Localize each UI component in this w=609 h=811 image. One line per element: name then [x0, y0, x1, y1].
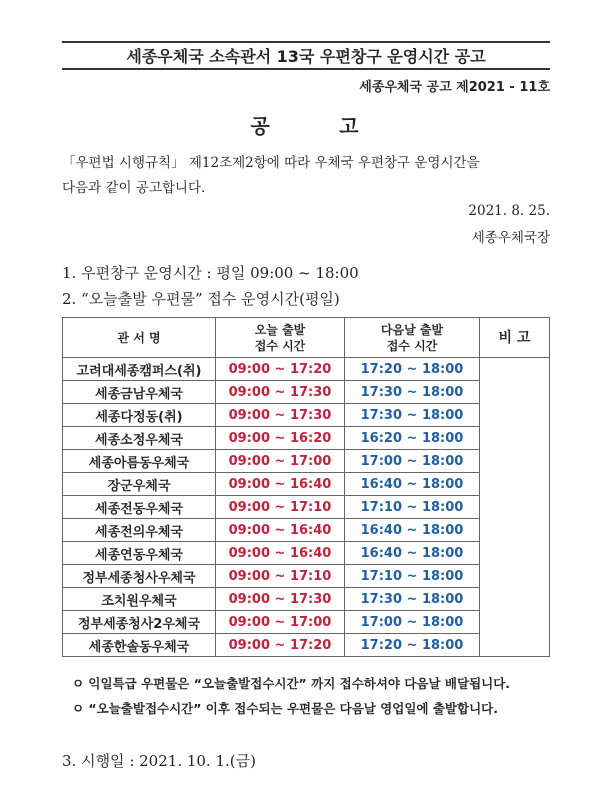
today-hours: 09:00 ~ 17:30: [216, 381, 345, 404]
table-row: [63, 358, 550, 381]
office-name: 고려대세종캠퍼스(취): [63, 358, 216, 381]
notice-heading: 공 고: [250, 114, 359, 138]
body-line-1: 「우편법 시행규칙」 제12조제2항에 따라 우체국 우편창구 운영시간을: [62, 155, 480, 171]
today-hours: 09:00 ~ 17:30: [216, 588, 345, 611]
table-row: [63, 611, 550, 634]
office-name: 조치원우체국: [63, 588, 216, 611]
office-name: 정부세종청사우체국: [63, 565, 216, 588]
office-name: 세종다정동(취): [63, 404, 216, 427]
table-row: [63, 427, 550, 450]
office-name: 세종아름동우체국: [63, 450, 216, 473]
item-2: 2. “오늘출발 우편물” 접수 운영시간(평일): [62, 290, 340, 308]
today-hours: 09:00 ~ 17:00: [216, 611, 345, 634]
office-name: 세종연동우체국: [63, 542, 216, 565]
next-hours: 16:20 ~ 18:00: [345, 427, 480, 450]
item-1: 1. 우편창구 운영시간 : 평일 09:00 ~ 18:00: [62, 264, 359, 282]
next-hours: 17:10 ~ 18:00: [345, 496, 480, 519]
next-hours: 16:40 ~ 18:00: [345, 542, 480, 565]
table-row: [63, 519, 550, 542]
header-next-line2: 접수 시간: [386, 338, 438, 353]
today-hours: 09:00 ~ 17:20: [216, 634, 345, 657]
today-hours: 09:00 ~ 16:20: [216, 427, 345, 450]
note-2: ㅇ “오늘출발접수시간” 이후 접수되는 우편물은 다음날 영업일에 출발합니다.: [72, 701, 498, 716]
office-name: 세종한솔동우체국: [63, 634, 216, 657]
header-next: [345, 318, 480, 358]
next-hours: 17:30 ~ 18:00: [345, 404, 480, 427]
next-hours: 17:30 ~ 18:00: [345, 381, 480, 404]
next-hours: 17:20 ~ 18:00: [345, 358, 480, 381]
issuer: 세종우체국장: [471, 230, 550, 246]
title-rule: [62, 68, 550, 70]
today-hours: 09:00 ~ 17:00: [216, 450, 345, 473]
item-3: 3. 시행일 : 2021. 10. 1.(금): [62, 752, 256, 770]
header-today-line2: 접수 시간: [254, 338, 306, 353]
table-row: [63, 450, 550, 473]
note-1: ㅇ 익일특급 우편물은 “오늘출발접수시간” 까지 접수하셔야 다음날 배달됩니다.: [72, 676, 511, 691]
next-hours: 17:00 ~ 18:00: [345, 450, 480, 473]
today-hours: 09:00 ~ 17:20: [216, 358, 345, 381]
next-hours: 17:30 ~ 18:00: [345, 588, 480, 611]
header-remark: 비 고: [480, 318, 550, 358]
table-header-row: [63, 318, 550, 358]
table-row: [63, 381, 550, 404]
office-name: 세종금남우체국: [63, 381, 216, 404]
remark-cell: [480, 358, 550, 657]
document-title: 세종우체국 소속관서 13국 우편창구 운영시간 공고: [126, 47, 486, 66]
table-row: [63, 634, 550, 657]
notice-number: 세종우체국 공고 제2021 - 11호: [359, 80, 550, 95]
header-today-line1: 오늘 출발: [254, 322, 306, 337]
today-hours: 09:00 ~ 17:10: [216, 496, 345, 519]
today-hours: 09:00 ~ 17:30: [216, 404, 345, 427]
today-hours: 09:00 ~ 17:10: [216, 565, 345, 588]
table-row: [63, 565, 550, 588]
today-hours: 09:00 ~ 16:40: [216, 519, 345, 542]
next-hours: 17:00 ~ 18:00: [345, 611, 480, 634]
top-rule: [62, 41, 550, 43]
office-name: 세종전의우체국: [63, 519, 216, 542]
hours-table: [62, 317, 550, 657]
next-hours: 16:40 ~ 18:00: [345, 473, 480, 496]
table-row: [63, 404, 550, 427]
office-name: 세종소정우체국: [63, 427, 216, 450]
table-row: [63, 542, 550, 565]
table-row: [63, 473, 550, 496]
today-hours: 09:00 ~ 16:40: [216, 473, 345, 496]
header-today: [216, 318, 345, 358]
body-line-2: 다음과 같이 공고합니다.: [62, 180, 206, 196]
notice-date: 2021. 8. 25.: [468, 203, 550, 219]
table-row: [63, 588, 550, 611]
next-hours: 16:40 ~ 18:00: [345, 519, 480, 542]
header-next-line1: 다음날 출발: [380, 322, 444, 337]
table-row: [63, 496, 550, 519]
office-name: 정부세종청사2우체국: [63, 611, 216, 634]
today-hours: 09:00 ~ 16:40: [216, 542, 345, 565]
header-name: 관 서 명: [63, 318, 216, 358]
next-hours: 17:20 ~ 18:00: [345, 634, 480, 657]
office-name: 장군우체국: [63, 473, 216, 496]
next-hours: 17:10 ~ 18:00: [345, 565, 480, 588]
office-name: 세종전동우체국: [63, 496, 216, 519]
